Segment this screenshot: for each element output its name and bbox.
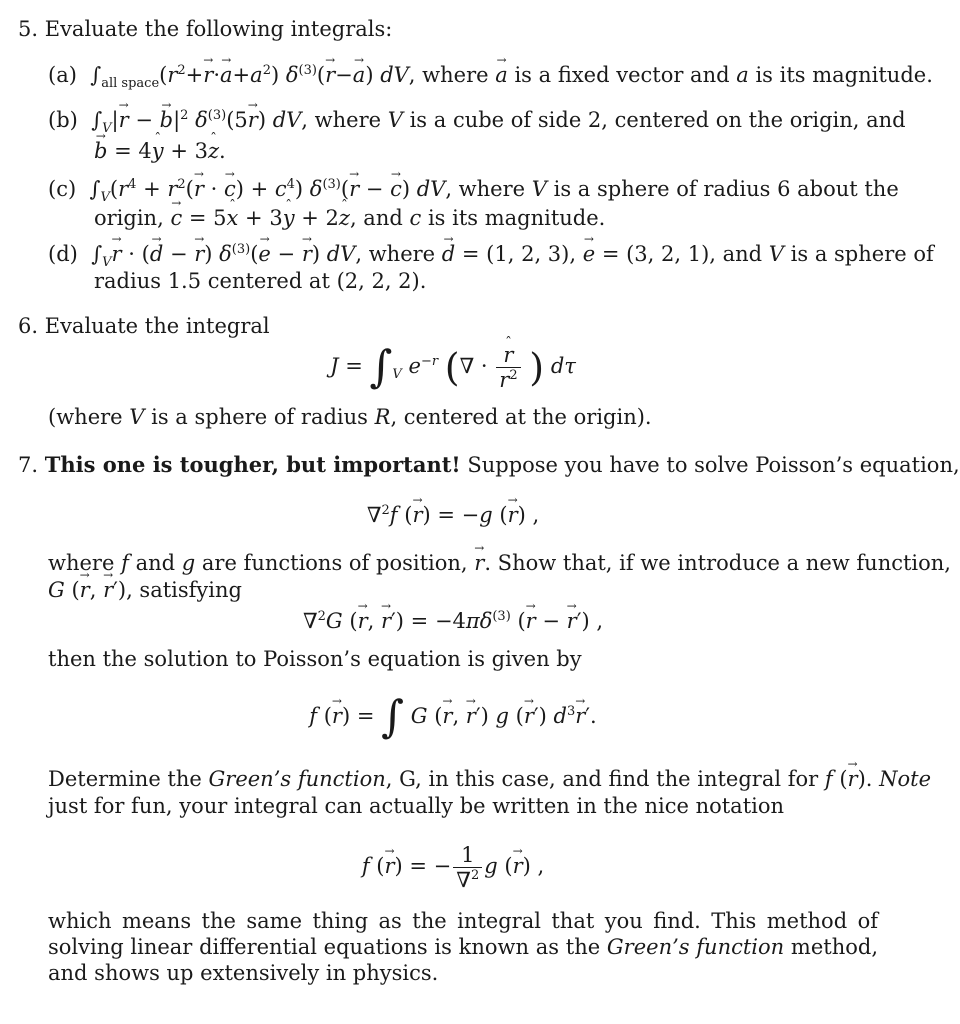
problem-5d-label: (d) xyxy=(48,242,78,266)
problem-7-intro: Suppose you have to solve Poisson’s equation, xyxy=(467,453,960,477)
problem-5a-label: (a) xyxy=(48,63,77,87)
problem-5c-line2: origin, → c = 5ˆ x + 3ˆ y + 2ˆ z, and c is its magnitude. xyxy=(94,205,605,231)
problem-7-satisfying-text: , satisfying xyxy=(126,578,242,602)
notation-equation: f (→ r) = − $\frac{1}{\nabla^2}$ g (→ r) , xyxy=(0,836,906,896)
problem-5b-where: , where xyxy=(301,108,382,132)
poisson-equation: ∇$^2$f (→ r) = −g (→ r) , xyxy=(0,500,906,530)
problem-5a-integral: $\int_{all space}(r^2+\to r\cdot\to a+a^2)$ $\delta^{(3)}(\to r-\to a)$ dV xyxy=(84,63,409,87)
problem-5b-integral: $\int_V|\to r$ − → $b|^2$ $\delta^{(3)}(5\to r)$ dV xyxy=(85,108,302,132)
problem-5a-fixed: is a fixed vector and xyxy=(514,63,730,87)
problem-7-final xyxy=(48,908,878,986)
problem-5c-and: , and xyxy=(349,206,403,230)
problem-5a-magnitude: is its magnitude. xyxy=(755,63,933,87)
problem-7-final-end: method, and shows up extensively in physics. xyxy=(48,935,878,985)
problem-7-determine-text-2: , G, in this case, and find the integral for xyxy=(385,767,819,791)
problem-7-note: Note xyxy=(879,767,932,791)
problem-5-number: 5. xyxy=(18,17,39,41)
problem-5d-integral: $\int_V\to r$ · (→ d − → r) $\delta^{(3)}(\to e$ − → r) dV xyxy=(85,242,356,266)
problem-6-heading xyxy=(18,313,270,339)
problem-5c-origin: origin, xyxy=(94,206,164,230)
problem-7-bold: This one is tougher, but important! xyxy=(44,452,461,477)
problem-7-where: where f and g are functions of position, → r. Show that, if we introduce a new function, xyxy=(48,550,951,576)
problem-5d-where: , where xyxy=(355,242,436,266)
problem-5b-label: (b) xyxy=(48,108,78,132)
problem-5b-cube: is a cube of side 2, centered on the origin, and xyxy=(409,108,906,132)
problem-7-where-4: . Show that, if we introduce a new function, xyxy=(484,551,951,575)
problem-5d-sphere: is a sphere of xyxy=(790,242,934,266)
problem-7-where-2: and xyxy=(135,551,176,575)
problem-6-note-tail: , centered at the origin). xyxy=(390,405,652,429)
problem-5c: (c) $\int_V(r^4 + r^2(\to r$ · → $c) + c^4$) $\delta^{(3)}(\to r$ − → c) dV, where V is a sphere of radius 6 about the xyxy=(48,176,899,202)
problem-7-satisfying: G (→ r, → r′), satisfying xyxy=(48,577,242,603)
problem-5b: (b) $\int_V|\to r$ − → $b|^2$ $\delta^{(3)}(5\to r)$ dV, where V is a cube of side 2, centered on the origin, and xyxy=(48,107,906,133)
problem-7-where-3: are functions of position, xyxy=(201,551,468,575)
problem-5d: (d) $\int_V\to r$ · (→ d − → r) $\delta^{(3)}(\to e$ − → r) dV, where → d = (1, 2, 3), → e = (3, 2, 1), and V is a sphere of xyxy=(48,241,934,267)
problem-5c-integral: $\int_V(r^4 + r^2(\to r$ · → $c) + c^4$) $\delta^{(3)}(\to r$ − → c) dV xyxy=(83,177,445,201)
problem-5c-where: , where xyxy=(445,177,526,201)
problem-6-note-open: (where xyxy=(48,405,123,429)
problem-6-equation: $J = \int_V$ $e^{-r}$ (∇ · ˆ $\frac{r}{r^2}$ ) dτ xyxy=(0,338,906,394)
problem-7-final-text: which means the same thing as the integral that you find. This method of solving linear differential equations is known as the xyxy=(48,909,878,959)
problem-5d-radius: radius 1.5 centered at (2, 2, 2). xyxy=(94,269,427,293)
problem-5-intro: Evaluate the following integrals: xyxy=(44,17,393,41)
problem-5-heading xyxy=(18,16,392,42)
problem-7-number: 7. xyxy=(18,453,39,477)
problem-5a: (a) $\int_{all space}(r^2+\to r\cdot\to a+a^2)$ $\delta^{(3)}(\to r-\to a)$ dV, where → a is a fixed vector and a is its magnitude. xyxy=(48,62,933,88)
problem-5c-label: (c) xyxy=(48,177,77,201)
problem-5b-vector: → b = 4ˆ y + 3ˆ z. xyxy=(94,138,226,164)
problem-7-just-for-fun: just for fun, your integral can actually be written in the nice notation xyxy=(48,794,785,818)
problem-5c-sphere: is a sphere of radius 6 about the xyxy=(553,177,899,201)
problem-6-number: 6. xyxy=(18,314,39,338)
problem-6-note-sphere: is a sphere of radius xyxy=(151,405,368,429)
problem-6-note: (where V is a sphere of radius R, centered at the origin). xyxy=(48,405,652,429)
solution-equation: f (→ r) = ∫ G (→ r, → r′) g (→ r′) $d^3\to r'$. xyxy=(0,688,906,744)
problem-7-determine-text: Determine the xyxy=(48,767,202,791)
problem-7-heading xyxy=(18,452,960,478)
problem-5c-magnitude: is its magnitude. xyxy=(427,206,606,230)
problem-7-then: then the solution to Poisson’s equation is given by xyxy=(48,647,582,671)
problem-5d-and: , and xyxy=(709,242,763,266)
problem-5a-where: , where xyxy=(408,63,489,87)
greens-equation: ∇$^2$G (→ r, → $r') = -4\pi\delta^{(3)}$ (→ r − → r′) , xyxy=(0,606,906,636)
problem-7-final-greens: Green’s function xyxy=(606,935,785,959)
problem-7-determine: Determine the Green’s function, G, in this case, and find the integral for f (→ r). Note xyxy=(48,766,931,792)
problem-7-greens: Green’s function xyxy=(208,767,386,791)
problem-7-where-1: where xyxy=(48,551,115,575)
problem-6-intro: Evaluate the integral xyxy=(44,314,270,338)
